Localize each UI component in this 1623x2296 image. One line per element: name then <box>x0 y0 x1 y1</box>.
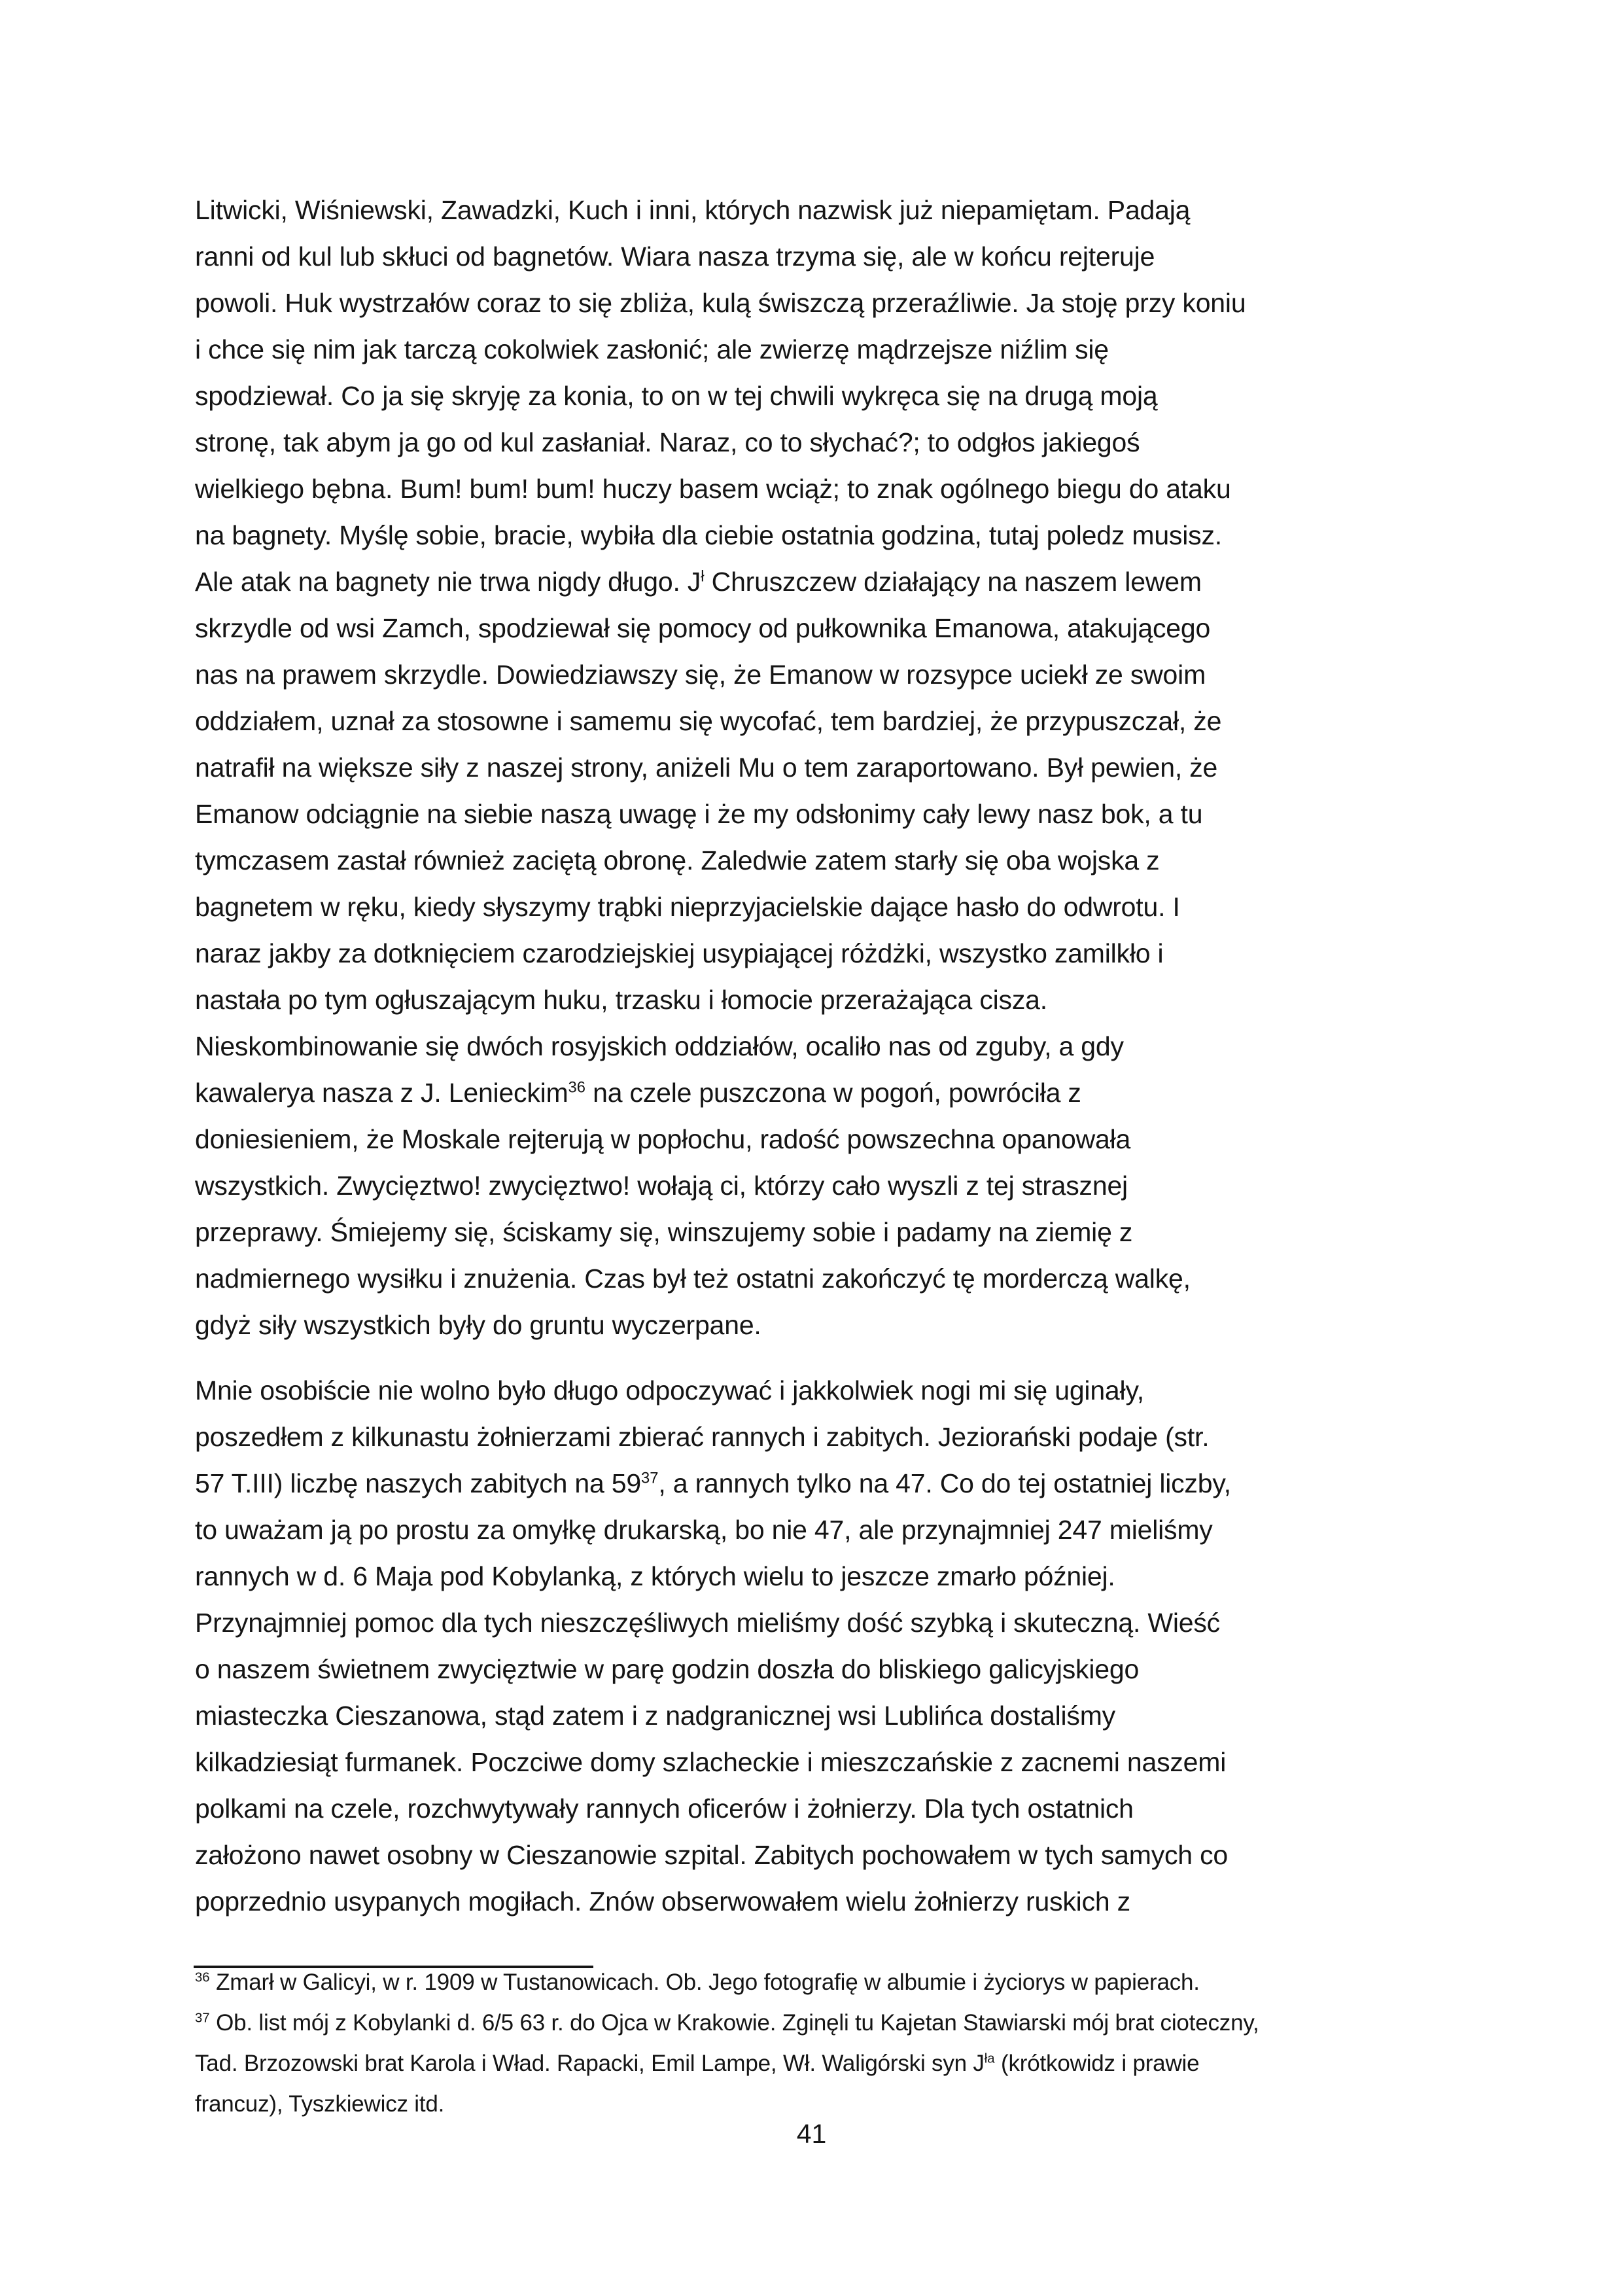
text-line: miasteczka Cieszanowa, stąd zatem i z nadgranicznej wsi Lublińca dostaliśmy <box>195 1701 1115 1731</box>
text-line: założono nawet osobny w Cieszanowie szpital. Zabitych pochowałem w tych samych co <box>195 1840 1228 1870</box>
text-line: i chce się nim jak tarczą cokolwiek zasłonić; ale zwierzę mądrzejsze niźlim się <box>195 334 1109 364</box>
text-line: Mnie osobiście nie wolno było długo odpoczywać i jakkolwiek nogi mi się uginały, <box>195 1375 1144 1405</box>
body-text <box>195 187 1451 1925</box>
text-line: naraz jakby za dotknięciem czarodziejskiej usypiającej różdżki, wszystko zamilkło i <box>195 938 1164 968</box>
page-number: 41 <box>796 2119 827 2149</box>
text-line: to uważam ją po prostu za omyłkę drukarską, bo nie 47, ale przynajmniej 247 mieliśmy <box>195 1515 1213 1545</box>
footnote-line: francuz), Tyszkiewicz itd. <box>195 2091 445 2117</box>
footnote-line: $^{37}$ Ob. list mój z Kobylanki d. 6/5 63 r. do Ojca w Krakowie. Zginęli tu Kajetan Stawiarski mój brat cioteczny, <box>195 2010 1259 2036</box>
text-line: bagnetem w ręku, kiedy słyszymy trąbki nieprzyjacielskie dające hasło do odwrotu. I <box>195 892 1180 922</box>
text-line: rannych w d. 6 Maja pod Kobylanką, z których wielu to jeszcze zmarło później. <box>195 1561 1115 1591</box>
text-line: tymczasem zastał również zaciętą obronę. Zaledwie zatem starły się oba wojska z <box>195 845 1160 875</box>
superscript: 36 <box>568 1078 585 1097</box>
text-line: oddziałem, uznał za stosowne i samemu się wycofać, tem bardziej, że przypuszczał, że <box>195 706 1222 736</box>
text-line: spodziewał. Co ja się skryję za konia, to on w tej chwili wykręca się na drugą moją <box>195 381 1158 411</box>
text-line: powoli. Huk wystrzałów coraz to się zbliża, kulą świszczą przeraźliwie. Ja stoję przy koniu <box>195 288 1246 318</box>
superscript: ła <box>984 2051 995 2066</box>
footnote-line: Tad. Brzozowski brat Karola i Wład. Rapacki, Emil Lampe, Wł. Waligórski syn $J^{ła}$ (krótkowidz i prawie <box>195 2051 1200 2076</box>
text-line: poszedłem z kilkunastu żołnierzami zbierać rannych i zabitych. Jeziorański podaje (str. <box>195 1422 1210 1452</box>
footnote-37 <box>195 2003 1451 2125</box>
text-line: o naszem świetnem zwycięztwie w parę godzin doszła do bliskiego galicyjskiego <box>195 1654 1140 1684</box>
text-line: doniesieniem, że Moskale rejterują w popłochu, radość powszechna opanowała <box>195 1124 1131 1154</box>
text-line: gdyż siły wszystkich były do gruntu wyczerpane. <box>195 1310 761 1340</box>
superscript: 37 <box>195 2011 210 2026</box>
body-paragraph-2 <box>195 1368 1451 1925</box>
text-line: Przynajmniej pomoc dla tych nieszczęśliwych mieliśmy dość szybką i skuteczną. Wieść <box>195 1608 1220 1638</box>
superscript: 36 <box>195 1970 210 1985</box>
superscript: ł <box>701 567 705 586</box>
superscript: 37 <box>640 1469 659 1487</box>
text-line: nadmiernego wysiłku i znużenia. Czas był też ostatni zakończyć tę morderczą walkę, <box>195 1263 1191 1294</box>
text-line: Ale atak na bagnety nie trwa nigdy długo. $J^ł$ Chruszczew działający na naszem lewem <box>195 567 1202 597</box>
footnotes-section <box>195 1962 1451 2125</box>
text-line: wszystkich. Zwycięztwo! zwycięztwo! wołają ci, którzy cało wyszli z tej strasznej <box>195 1171 1128 1201</box>
text-line: skrzydle od wsi Zamch, spodziewał się pomocy od pułkownika Emanowa, atakującego <box>195 613 1211 643</box>
text-line: stronę, tak abym ja go od kul zasłaniał. Naraz, co to słychać?; to odgłos jakiegoś <box>195 427 1140 457</box>
body-paragraph-1 <box>195 187 1451 1349</box>
text-line: nastała po tym ogłuszającym huku, trzasku i łomocie przerażająca cisza. <box>195 985 1047 1015</box>
text-line: poprzednio usypanych mogiłach. Znów obserwowałem wielu żołnierzy ruskich z <box>195 1886 1130 1916</box>
text-line: Nieskombinowanie się dwóch rosyjskich oddziałów, ocaliło nas od zguby, a gdy <box>195 1031 1124 1061</box>
text-line: na bagnety. Myślę sobie, bracie, wybiła dla ciebie ostatnia godzina, tutaj poledz musisz. <box>195 520 1222 550</box>
text-line: Emanow odciągnie na siebie naszą uwagę i że my odsłonimy cały lewy nasz bok, a tu <box>195 799 1203 829</box>
text-line: kilkadziesiąt furmanek. Poczciwe domy szlacheckie i mieszczańskie z zacnemi naszemi <box>195 1747 1227 1777</box>
text-line: przeprawy. Śmiejemy się, ściskamy się, winszujemy sobie i padamy na ziemię z <box>195 1217 1133 1247</box>
text-line: Litwicki, Wiśniewski, Zawadzki, Kuch i inni, których nazwisk już niepamiętam. Padają <box>195 195 1191 225</box>
footnote-36 <box>195 1962 1451 2003</box>
text-line: ranni od kul lub skłuci od bagnetów. Wiara nasza trzyma się, ale w końcu rejteruje <box>195 241 1155 272</box>
footnote-line: $^{36}$ Zmarł w Galicyi, w r. 1909 w Tustanowicach. Ob. Jego fotografię w albumie i życiorys w papierach. <box>195 1969 1200 1995</box>
text-line: nas na prawem skrzydle. Dowiedziawszy się, że Emanow w rozsypce uciekł ze swoim <box>195 660 1206 690</box>
text-line: 57 T.III) liczbę naszych zabitych na $59^{37}$, a rannych tylko na 47. Co do tej ostatniej liczby, <box>195 1468 1231 1498</box>
text-line: wielkiego bębna. Bum! bum! bum! huczy basem wciąż; to znak ogólnego biegu do ataku <box>195 474 1231 504</box>
text-line: polkami na czele, rozchwytywały rannych oficerów i żołnierzy. Dla tych ostatnich <box>195 1793 1134 1824</box>
text-line: kawalerya nasza z J. Lenieckim$^{36}$ na czele puszczona w pogoń, powróciła z <box>195 1078 1081 1108</box>
text-line: natrafił na większe siły z naszej strony, aniżeli Mu o tem zaraportowano. Był pewien, że <box>195 752 1218 783</box>
